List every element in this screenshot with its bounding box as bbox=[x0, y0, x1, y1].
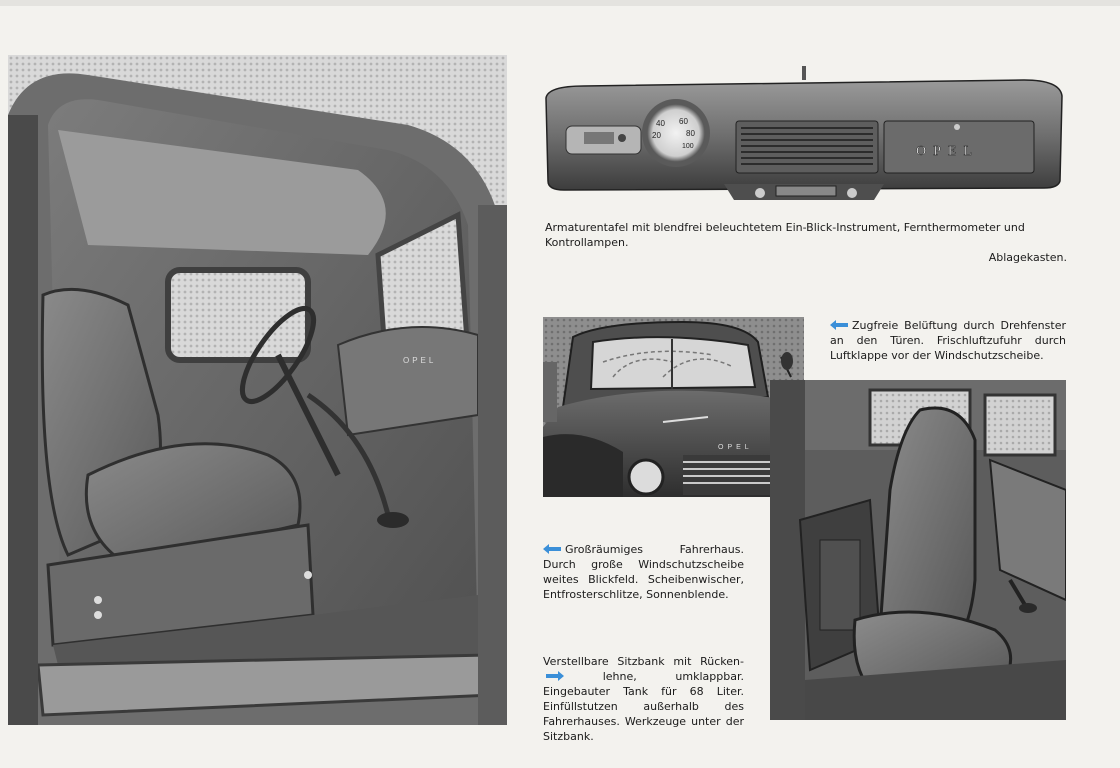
dashboard-caption-line1: Armaturentafel mit blendfrei beleuchtetem Ein-Blick-Instrument, Fernthermometer und Kontrollampen. bbox=[545, 221, 1025, 249]
seat-caption bbox=[543, 654, 744, 744]
gauge-tick-20: 20 bbox=[652, 131, 661, 140]
page-top-edge bbox=[0, 0, 1120, 6]
cab-dash-brand: OPEL bbox=[403, 356, 437, 365]
cab-interior-photo bbox=[8, 55, 507, 725]
dashboard-caption-line2: Ablagekasten. bbox=[988, 251, 1067, 264]
ventilation-caption bbox=[830, 318, 1066, 363]
grille-opel-badge: OPEL bbox=[718, 444, 753, 451]
dashboard-photo bbox=[544, 66, 1064, 200]
cab-caption bbox=[543, 542, 744, 602]
seat-caption-text-a: Verstellbare Sitzbank mit Rücken- bbox=[543, 655, 744, 668]
arrow-right-icon bbox=[546, 671, 564, 681]
gauge-tick-100: 100 bbox=[682, 143, 694, 150]
seat-caption-text-b: lehne, umklappbar. Eingebauter Tank für 68 Liter. Einfüllstutzen außerhalb des Fahrerhauses. Werkzeuge unter der Sitzbank. bbox=[543, 670, 744, 743]
gauge-tick-40: 40 bbox=[656, 119, 665, 128]
dashboard-opel-badge: OPEL bbox=[916, 144, 979, 159]
dashboard-caption bbox=[545, 220, 1067, 265]
ventilation-caption-text: Zugfreie Belüftung durch Drehfenster an den Türen. Frischluftzufuhr durch Luftklappe vor der Windschutzscheibe. bbox=[830, 319, 1066, 362]
cab-caption-text: Großräumiges Fahrerhaus. Durch große Windschutzscheibe weites Blickfeld. Scheibenwischer, Entfrosterschlitze, Sonnenblende. bbox=[543, 543, 744, 601]
arrow-left-icon bbox=[543, 544, 561, 554]
folding-seat-photo bbox=[770, 380, 1066, 720]
truck-front-photo bbox=[543, 317, 804, 497]
gauge-tick-80: 80 bbox=[686, 129, 695, 138]
arrow-left-icon bbox=[830, 320, 848, 330]
gauge-tick-60: 60 bbox=[679, 117, 688, 126]
